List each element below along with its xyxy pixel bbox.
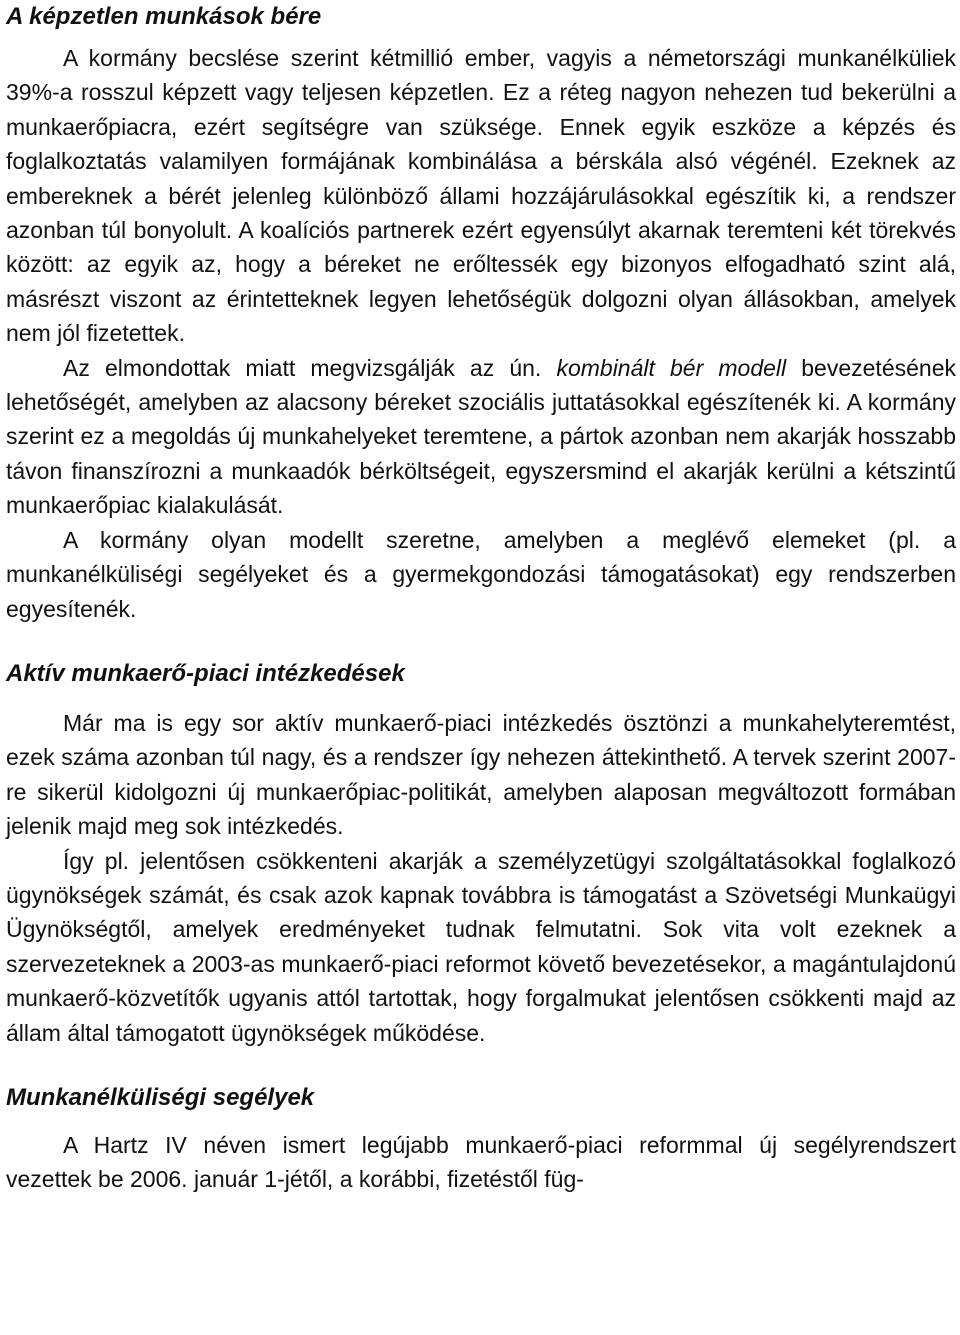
section-heading-unskilled-wages: A képzetlen munkások bére [6,3,322,30]
paragraph: A Hartz IV néven ismert legújabb munkaerő-piaci reformmal új segélyrendszert vezettek be 2006. január 1-jétől, a korábbi, fizetéstől füg- [6,1131,956,1193]
paragraph: Így pl. jelentősen csökkenteni akarják a személyzetügyi szolgáltatásokkal foglalkozó ügynökségek számát, és csak azok kapnak továbbra is támogatást a Szövetségi Munkaügyi Ügynökségtől, amelyek eredményeket tudnak felmutatni. Sok vita volt ezeknek a szervezeteknek a 2003-as munkaerő-piaci reformot követő bevezetésekor, a magántulajdonú munkaerő-közvetítők ugyanis attól tartottak, hogy forgalmukat jelentősen csökkenti majd az állam által támogatott ügynökségek működése. [6,847,956,1046]
paragraph: A kormány becslése szerint kétmillió ember, vagyis a németországi munkanélküliek 39%-a rosszul képzett vagy teljesen képzetlen. Ez a réteg nagyon nehezen tud bekerülni a munkaerőpiacra, ezért segítségre van szüksége. Ennek egyik eszköze a képzés és foglalkoztatás valamilyen formájának kombinálása a bérskála alsó végénél. Ezeknek az embereknek a bérét jelenleg különböző állami hozzájárulásokkal egészítik ki, a rendszer azonban túl bonyolult. A koalíciós partnerek ezért egyensúlyt akarnak teremteni két törekvés között: az egyik az, hogy a béreket ne erőltessék egy bizonyos elfogadható szint alá, másrészt viszont az érintetteknek legyen lehetőségük dolgozni olyan állásokban, amelyek nem jól fizetettek. [6,45,956,347]
paragraph: Már ma is egy sor aktív munkaerő-piaci intézkedés ösztönzi a munkahelyteremtést, ezek száma azonban túl nagy, és a rendszer így nehezen áttekinthető. A tervek szerint 2007-re sikerül kidolgozni új munkaerőpiac-politikát, amelyben alaposan megváltozott formában jelenik majd meg sok intézkedés. [6,709,956,840]
paragraph [6,351,956,523]
italic-term: kombinált bér modell [556,354,787,381]
paragraph: A kormány olyan modellt szeretne, amelyben a meglévő elemeket (pl. a munkanélküliségi segélyeket és a gyermekgondozási támogatásokat) egy rendszerben egyesítenék. [6,526,956,622]
document-page [6,0,956,1197]
section-heading-active-labour-measures: Aktív munkaerő-piaci intézkedések [6,659,405,687]
paragraph-text: Az elmondottak miatt megvizsgálják az ún. [63,354,557,381]
paragraph-text: bevezetésének lehetőségét, amelyben az alacsony béreket szociális juttatásokkal egészítenék ki. A kormány szerint ez a megoldás új munkahelyeket teremtene, a pártok azonban nem akarják hosszabb távon finanszírozni a munkaadók bérköltségeit, egyszersmind el akarják kerülni a kétszintű munkaerőpiac kialakulását. [6,354,956,519]
section-heading-unemployment-benefits: Munkanélküliségi segélyek [6,1083,315,1111]
